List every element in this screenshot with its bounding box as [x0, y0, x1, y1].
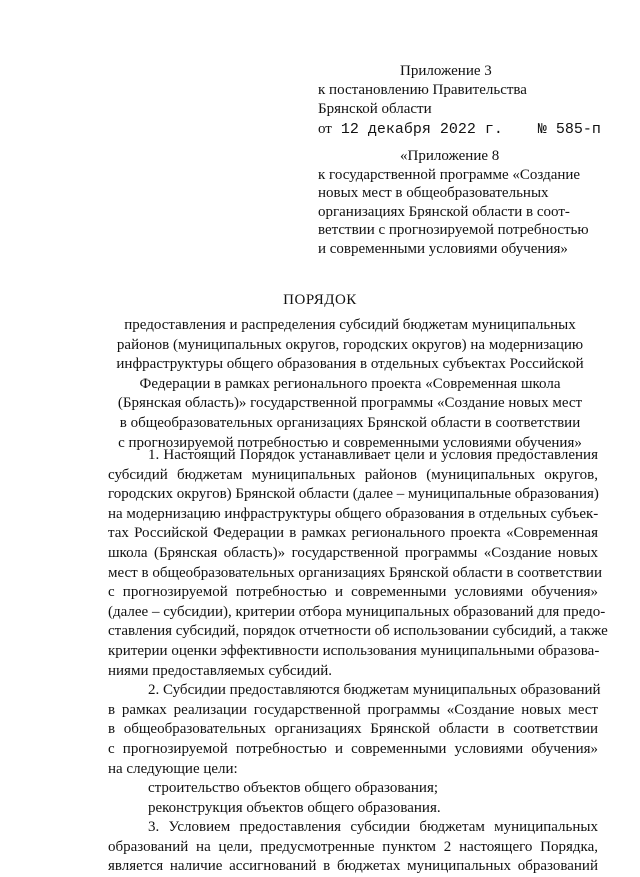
program-line: ветствии с прогнозируемой потребностью [318, 222, 589, 239]
document-subtitle [110, 316, 590, 453]
body-line: строительство объектов общего образования; [148, 780, 439, 797]
body-line: школа (Брянская область)» государственной программы «Создание новых [108, 544, 598, 561]
body-line: образований на цели, предусмотренные пунктом 2 настоящего Порядка, [108, 838, 598, 855]
body-line: в рамках реализации государственной программы «Создание новых мест [108, 701, 598, 718]
subtitle-line: предоставления и распределения субсидий бюджетам муниципальных [124, 317, 576, 333]
subtitle-line: с прогнозируемой потребностью и современными условиями обучения» [118, 434, 582, 451]
subtitle-line: инфраструктуры общего образования в отдельных субъектах Российской [116, 356, 584, 373]
document-title: ПОРЯДОК [283, 292, 357, 308]
program-line: организациях Брянской области в соот- [318, 203, 570, 220]
date-prefix: от [318, 121, 332, 137]
body-line: ниями предоставляемых субсидий. [108, 662, 333, 679]
appendix-resolution: к постановлению Правительства [318, 82, 527, 98]
body-line: мест в общеобразовательных организациях Брянской области в соответствии [108, 564, 602, 581]
subtitle-line: Федерации в рамках регионального проекта «Современная школа [139, 375, 561, 392]
body-line: тах Российской Федерации в рамках регионального проекта «Современная [108, 525, 598, 542]
subtitle-line: в общеобразовательных организациях Брянской области в соответствии [119, 414, 581, 431]
appendix-number: Приложение 3 [400, 63, 492, 79]
resolution-number: № 585-п [537, 121, 601, 138]
body-line: 2. Субсидии предоставляются бюджетам муниципальных образований [148, 682, 601, 699]
body-line: (далее – субсидии), критерии отбора муниципальных образований для предо- [108, 603, 606, 620]
program-line: к государственной программе «Создание [318, 166, 581, 183]
body-line: с прогнозируемой потребностью и современными условиями обучения» [108, 740, 598, 757]
body-line: является наличие ассигнований в бюджетах муниципальных образований [108, 858, 598, 875]
program-line: «Приложение 8 [400, 148, 500, 164]
body-line: с прогнозируемой потребностью и современными условиями обучения» [108, 584, 598, 601]
date-value: 12 декабря 2022 г. [340, 121, 503, 138]
body-line: в общеобразовательных организациях Брянской области в соответствии [108, 721, 598, 738]
program-line: и современными условиями обучения» [318, 240, 568, 257]
body-line: ставления субсидий, порядок отчетности об использовании субсидий, а также [108, 623, 608, 640]
appendix-date-line [318, 120, 618, 139]
body-line: городских округов) Брянской области (далее – муниципальные образования) [108, 486, 599, 503]
body-line: реконструкция объектов общего образования. [148, 799, 441, 816]
body-line: 3. Условием предоставления субсидии бюджетам муниципальных [148, 819, 598, 836]
body-line: 1. Настоящий Порядок устанавливает цели и условия предоставления [148, 447, 598, 463]
body-line: критерии оценки эффективности использования муниципальными образова- [108, 642, 600, 659]
subtitle-line: (Брянская область)» государственной программы «Создание новых мест [117, 395, 583, 412]
document-body [108, 446, 608, 877]
subtitle-line: районов (муниципальных округов, городских округов) на модернизацию [116, 336, 584, 353]
appendix-header [318, 62, 618, 139]
appendix-program [318, 147, 608, 259]
appendix-region: Брянской области [318, 101, 432, 117]
body-line: субсидий бюджетам муниципальных районов (муниципальных округов, [108, 466, 598, 483]
body-line: на модернизацию инфраструктуры общего образования в отдельных субъек- [108, 505, 599, 522]
program-line: новых мест в общеобразовательных [318, 185, 549, 202]
body-line: на следующие цели: [108, 760, 238, 777]
